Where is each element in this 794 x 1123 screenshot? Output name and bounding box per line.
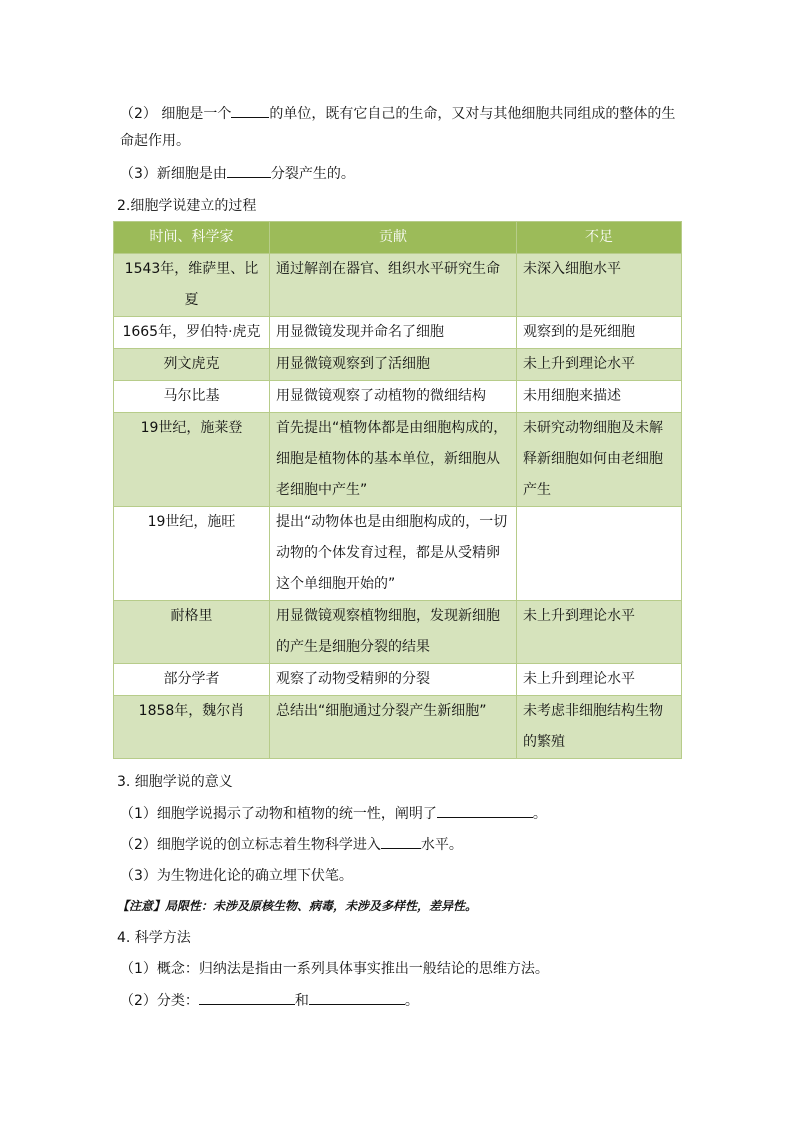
method-item-2-end: 。: [404, 993, 419, 1009]
significance-item-2-text: （2）细胞学说的创立标志着生物科学进入: [120, 837, 381, 853]
header-time-scientist: 时间、科学家: [114, 222, 270, 254]
significance-item-1-end: 。: [532, 806, 547, 822]
section-heading-significance: 3. 细胞学说的意义: [117, 774, 233, 790]
header-shortcoming: 不足: [517, 222, 682, 254]
cell-theory-item-3: [120, 163, 355, 184]
table-header-row: [114, 222, 682, 254]
significance-item-2-end: 水平。: [420, 837, 463, 853]
cell-theory-item-2-continued: 命起作用。: [120, 133, 190, 149]
method-item-2-and: 和: [294, 993, 309, 1009]
history-table: [113, 221, 682, 759]
header-contribution: 贡献: [270, 222, 517, 254]
fill-blank: [227, 163, 271, 178]
cell-shortcoming: 未上升到理论水平: [517, 349, 682, 381]
fill-blank: [309, 990, 405, 1005]
cell-contribution: 总结出“细胞通过分裂产生新细胞”: [270, 696, 517, 759]
cell-scientist: 19世纪，施莱登: [114, 413, 270, 507]
section-heading-process: 2.细胞学说建立的过程: [117, 198, 257, 214]
cell-shortcoming: 未考虑非细胞结构生物的繁殖: [517, 696, 682, 759]
table-row: [114, 601, 682, 664]
method-item-1: （1）概念：归纳法是指由一系列具体事实推出一般结论的思维方法。: [120, 961, 549, 977]
method-item-2: [120, 990, 419, 1011]
significance-item-1: [120, 803, 547, 824]
fill-blank: [381, 834, 421, 849]
table-row: [114, 381, 682, 413]
table-row: [114, 413, 682, 507]
cell-shortcoming: 未上升到理论水平: [517, 601, 682, 664]
item-3-text-end: 分裂产生的。: [270, 166, 355, 182]
method-item-2-label: （2）分类：: [120, 993, 199, 1009]
cell-contribution: 提出“动物体也是由细胞构成的，一切动物的个体发育过程，都是从受精卵这个单细胞开始的”: [270, 507, 517, 601]
item-2-text-end: 的单位，既有它自己的生命，又对与其他细胞共同组成的整体的生: [269, 106, 676, 122]
cell-shortcoming: 未用细胞来描述: [517, 381, 682, 413]
section-heading-method: 4. 科学方法: [117, 930, 191, 946]
significance-item-2: [120, 834, 463, 855]
table-row: [114, 664, 682, 696]
limitation-note: 【注意】局限性：未涉及原核生物、病毒，未涉及多样性，差异性。: [117, 899, 478, 913]
cell-contribution: 通过解剖在器官、组织水平研究生命: [270, 254, 517, 317]
table-row: [114, 696, 682, 759]
table-row: [114, 507, 682, 601]
cell-scientist: 马尔比基: [114, 381, 270, 413]
cell-scientist: 1543年，维萨里、比夏: [114, 254, 270, 317]
cell-shortcoming: 未上升到理论水平: [517, 664, 682, 696]
significance-item-1-text: （1）细胞学说揭示了动物和植物的统一性，阐明了: [120, 806, 437, 822]
cell-shortcoming: 未深入细胞水平: [517, 254, 682, 317]
cell-shortcoming: 未研究动物细胞及未解释新细胞如何由老细胞产生: [517, 413, 682, 507]
table-row: [114, 254, 682, 317]
cell-scientist: 1858年，魏尔肖: [114, 696, 270, 759]
significance-item-3: （3）为生物进化论的确立埋下伏笔。: [120, 868, 353, 884]
cell-scientist: 列文虎克: [114, 349, 270, 381]
cell-shortcoming: [517, 507, 682, 601]
table-row: [114, 317, 682, 349]
fill-blank: [199, 990, 295, 1005]
cell-contribution: 首先提出“植物体都是由细胞构成的，细胞是植物体的基本单位，新细胞从老细胞中产生”: [270, 413, 517, 507]
fill-blank: [231, 103, 269, 118]
fill-blank: [437, 803, 533, 818]
cell-scientist: 耐格里: [114, 601, 270, 664]
cell-scientist: 部分学者: [114, 664, 270, 696]
table-row: [114, 349, 682, 381]
cell-contribution: 用显微镜观察了动植物的微细结构: [270, 381, 517, 413]
cell-theory-item-2: [120, 103, 675, 124]
cell-scientist: 19世纪，施旺: [114, 507, 270, 601]
cell-shortcoming: 观察到的是死细胞: [517, 317, 682, 349]
cell-scientist: 1665年，罗伯特·虎克: [114, 317, 270, 349]
cell-contribution: 用显微镜观察植物细胞，发现新细胞的产生是细胞分裂的结果: [270, 601, 517, 664]
item-3-text-start: （3）新细胞是由: [120, 166, 227, 182]
item-2-text-start: （2） 细胞是一个: [120, 106, 232, 122]
cell-contribution: 观察了动物受精卵的分裂: [270, 664, 517, 696]
cell-contribution: 用显微镜发现并命名了细胞: [270, 317, 517, 349]
cell-contribution: 用显微镜观察到了活细胞: [270, 349, 517, 381]
